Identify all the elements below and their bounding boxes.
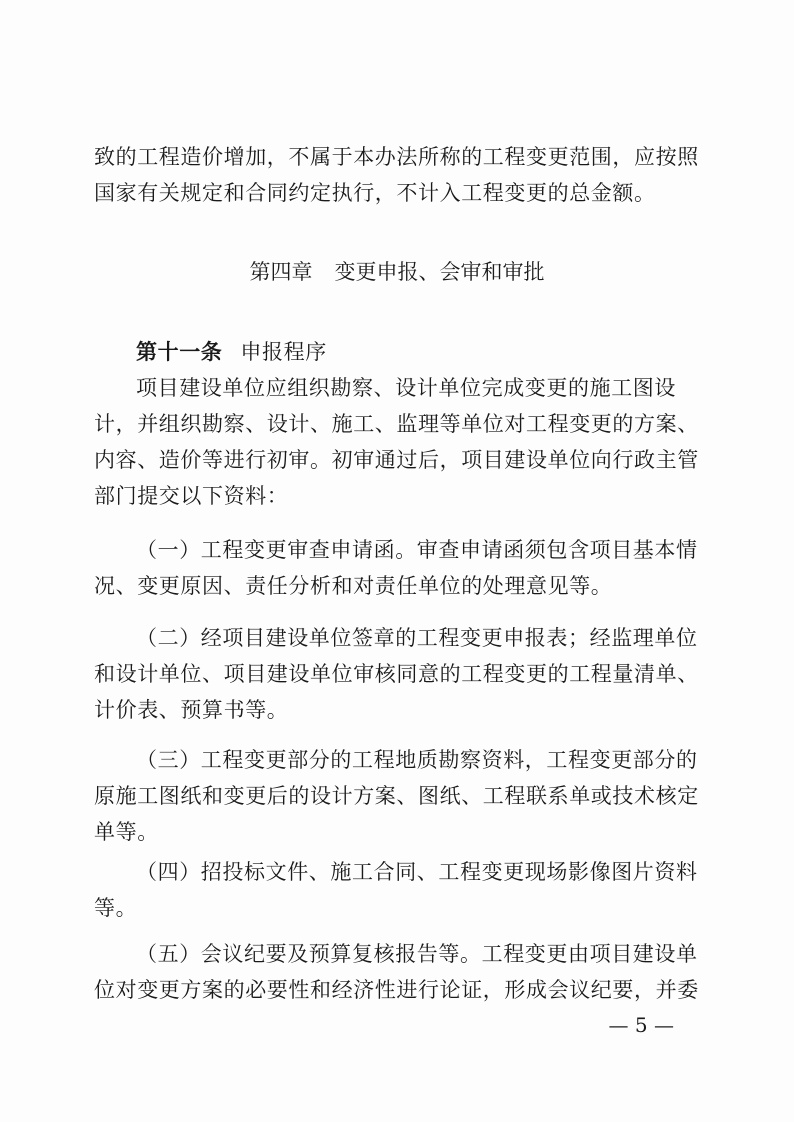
body-line: 国家有关规定和合同约定执行，不计入工程变更的总金额。 [94, 181, 656, 205]
chapter-heading [0, 262, 794, 283]
body-line: 单等。 [94, 820, 159, 844]
body-line: 原施工图纸和变更后的设计方案、图纸、工程联系单或技术核定 [94, 784, 699, 808]
body-line: 等。 [94, 896, 138, 920]
body-line: （三）工程变更部分的工程地质勘察资料，工程变更部分的 [136, 748, 698, 772]
body-line: （一）工程变更审查申请函。审查申请函须包含项目基本情 [136, 538, 698, 562]
body-line: 和设计单位、项目建设单位审核同意的工程变更的工程量清单、 [94, 662, 699, 686]
body-line: 位对变更方案的必要性和经济性进行论证，形成会议纪要，并委 [94, 978, 699, 1002]
page-number: — 5 — [608, 1013, 674, 1037]
body-line: 内容、造价等进行初审。初审通过后，项目建设单位向行政主管 [94, 448, 699, 472]
body-line: 项目建设单位应组织勘察、设计单位完成变更的施工图设 [136, 376, 676, 400]
article-title: 申报程序 [240, 340, 327, 364]
body-line: 况、变更原因、责任分析和对责任单位的处理意见等。 [94, 574, 613, 598]
body-line: 致的工程造价增加，不属于本办法所称的工程变更范围，应按照 [94, 145, 699, 169]
article-heading [136, 342, 740, 363]
chapter-number: 第四章 [249, 260, 313, 284]
body-line: 部门提交以下资料： [94, 484, 289, 508]
body-line: 计价表、预算书等。 [94, 698, 289, 722]
body-line: （二）经项目建设单位签章的工程变更申报表；经监理单位 [136, 626, 698, 650]
article-number: 第十一条 [136, 340, 223, 364]
body-line: （四）招投标文件、施工合同、工程变更现场影像图片资料 [136, 860, 698, 884]
body-line: （五）会议纪要及预算复核报告等。工程变更由项目建设单 [136, 942, 698, 966]
body-line: 计，并组织勘察、设计、施工、监理等单位对工程变更的方案、 [94, 412, 699, 436]
chapter-title: 变更申报、会审和审批 [334, 260, 545, 284]
